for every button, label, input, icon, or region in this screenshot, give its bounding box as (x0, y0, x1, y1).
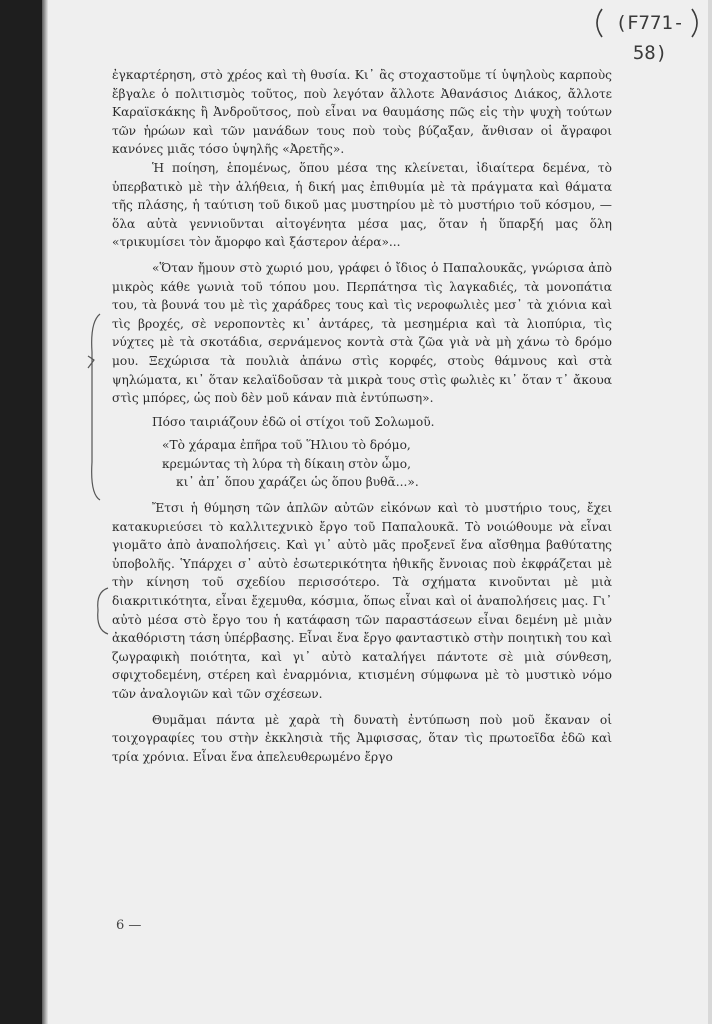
margin-bracket-paragraph (92, 586, 112, 636)
page-edge (708, 0, 712, 1024)
verse-block (162, 436, 612, 492)
binding-edge (42, 0, 48, 1024)
body-text (112, 66, 612, 766)
margin-bracket-quote (84, 312, 104, 502)
binding-shadow (0, 0, 42, 1024)
verse-line: «Τὸ χάραμα ἐπῆρα τοῦ Ἥλιου τὸ δρόμο, (162, 438, 411, 453)
page-number: 6 — (116, 918, 142, 933)
quoted-passage: «Ὅταν ἤμουν στὸ χωριό μου, γράφει ὁ ἴδιος ὁ Παπαλουκᾶς, γνώρισα ἀπὸ μικρὸς κάθε γωνιὰ τοῦ τόπου μου. Περπάτησα τὶς λαγκαδιές, τὰ μονοπάτια του, τὰ βουνά του μὲ τὶς χαράδρες τους καὶ τὶς νεροφωλιὲς μεσ᾽ τὰ χιόνια καὶ τὶς βροχές, σὲ νεροποντὲς κι᾽ ἀντάρες, τὰ μεσημέρια καὶ τὰ λιοπύρια, τὶς νύχτες μὲ τὰ σκοτάδια, σερνάμενος κοντὰ στὰ ζῶα γιὰ νὰ μὴ χάνω τὸ δρόμο μου. Ξεχώρισα τὰ πουλιὰ ἀπάνω στὶς κορφές, στοὺς θάμνους καὶ στὰ ψηλώματα, κι᾽ ὅταν κελαϊδοῦσαν τὰ μικρὰ τους στὶς φωλιὲς κι᾽ ὅταν τ᾽ ἄκουα στὶς μπόρες, ὡς ποὺ δὲν μοῦ κάναν πιὰ ἐντύπωση». (112, 260, 612, 406)
archive-reference-number: (F771-58) (615, 12, 685, 64)
paragraph-4: Θυμᾶμαι πάντα μὲ χαρὰ τὴ δυνατὴ ἐντύπωση ποὺ μοῦ ἔκαναν οἱ τοιχογραφίες του στὴν ἐκκλησιὰ τῆς Ἀμφισσας, ὅταν τὶς πρωτοεῖδα ἐδῶ καὶ τρία χρόνια. Εἶναι ἕνα ἀπελευθερωμένο ἔργο (112, 712, 612, 764)
verse-intro: Πόσο ταιριάζουν ἐδῶ οἱ στίχοι τοῦ Σολωμοῦ. (152, 414, 435, 429)
paragraph-2: Ἡ ποίηση, ἑπομένως, ὅπου μέσα της κλείνεται, ἰδιαίτερα δεμένα, τὸ ὑπερβατικὸ μὲ τὴν ἀλήθεια, ἡ δική μας ἐπιθυμία μὲ τὰ πράγματα καὶ θάματα τῆς πλάσης, ἡ ταύτιση τοῦ δικοῦ μας μυστηρίου μὲ τὸ μυστήριο τοῦ κόσμου, — ὅλα αὐτὰ γεννιοῦνται αἰτογένητα μέσα μας, ὅταν ἡ ὕπαρξή μας ὅλη «τρικυμίσει τὸν ἄμορφο καὶ ξάστερον ἀέρα»... (112, 160, 612, 250)
paragraph-1: ἐγκαρτέρηση, στὸ χρέος καὶ τὴ θυσία. Κι᾽ ἂς στοχαστοῦμε τί ὑψηλοὺς καρποὺς ἔβγαλε ὁ πολιτισμὸς τοῦτος, ποὺ λεγόταν ἄλλοτε Ἀθανάσιος Διάκος, ἄλλοτε Καραϊσκάκης ἢ Ἀνδροῦτσος, ποὺ εἶναι να θαυμάσης πῶς εἰς τὴν ψυχὴ τούτων τῶν ἡρώων καὶ τῶν μανάδων τους ποὺ τοὺς βύζαξαν, ἄνθισαν οἱ ἄγραφοι κανόνες μιᾶς τόσο ὑψηλῆς «Ἀρετῆς». (112, 68, 612, 157)
verse-line: κρεμώντας τὴ λύρα τὴ δίκαιη στὸν ὦμο, (162, 456, 411, 471)
paragraph-3: Ἔτσι ἡ θύμηση τῶν ἁπλῶν αὐτῶν εἰκόνων καὶ τὸ μυστήριο τους, ἔχει κατακυριεύσει τὸ καλλιτεχνικὸ ἔργο τοῦ Παπαλουκᾶ. Τὸ νοιώθουμε νὰ εἶναι γιομᾶτο ἀπὸ ἀναπολήσεις. Καὶ γι᾽ αὐτὸ μᾶς προξενεῖ ἕνα αἴσθημα βαθύτατης ὑποβολῆς. Ὑπάρχει σ᾽ αὐτὸ ἐσωτερικότητα ἠθικῆς ἔννοιας ποὺ ἐκφράζεται μὲ τὴν κίνηση τοῦ σχεδίου περισσότερο. Τὰ σχήματα κινοῦνται μὲ μιὰ διακριτικότητα, εἶναι ἔχεμυθα, κόσμια, ὅπως εἶναι καὶ οἱ ἀναπολήσεις μας. Γι᾽ αὐτὸ μέσα στὸ ἔργο του ἡ κατάφαση τῶν παραστάσεων εἶναι δεμένη μὲ μιὰν ἀκαθόριστη τάση ὑπέρβασης. Εἶναι ἕνα ἔργο φανταστικὸ στὴν ποιητικὴ του καὶ ζωγραφικὴ ποιότητα, καὶ γι᾽ αὐτὸ καταλήγει πάντοτε σὲ μιὰ σύνθεση, σφιχτοδεμένη, στέρεη καὶ ἐναρμόνια, κτισμένη σύμφωνα μὲ τὸ μυστικὸ νόμο τῶν ἀναλογιῶν καὶ τῶν σχέσεων. (112, 501, 612, 701)
verse-line: κι᾽ ἀπ᾽ ὅπου χαράζει ὡς ὅπου βυθᾶ...». (176, 475, 419, 490)
